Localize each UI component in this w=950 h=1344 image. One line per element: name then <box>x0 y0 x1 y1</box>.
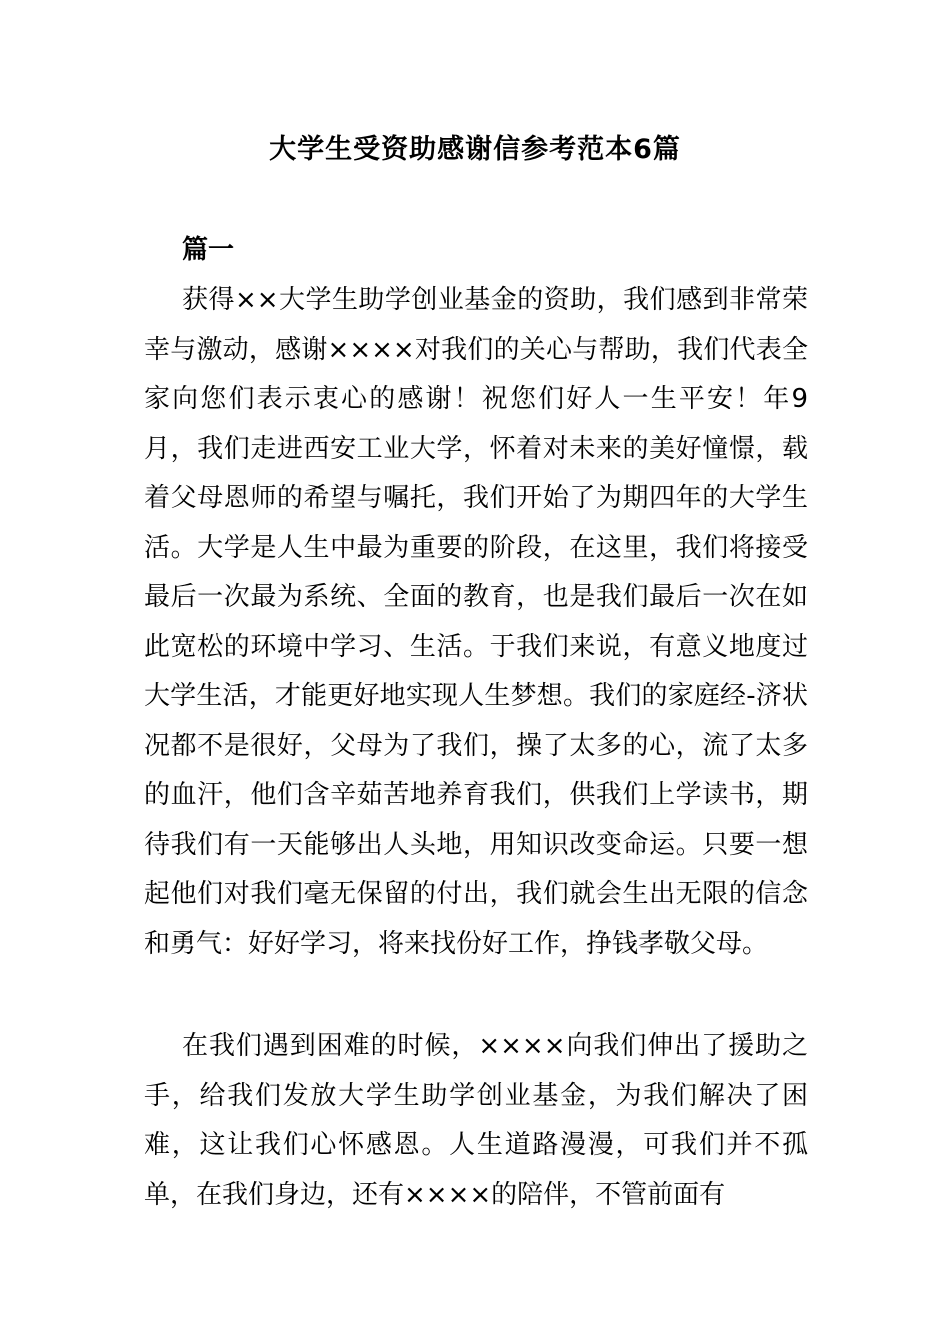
section-heading: 篇一 <box>182 235 235 265</box>
body-paragraph: 获得××大学生助学创业基金的资助，我们感到非常荣幸与激动，感谢××××对我们的关心与帮助，我们代表全家向您们表示衷心的感谢！祝您们好人一生平安！年9月，我们走进西安工业大学，怀着对未来的美好憧憬，载着父母恩师的希望与嘱托，我们开始了为期四年的大学生活。大学是人生中最为重要的阶段，在这里，我们将接受最后一次最为系统、全面的教育，也是我们最后一次在如此宽松的环境中学习、生活。于我们来说，有意义地度过大学生活，才能更好地实现人生梦想。我们的家庭经-济状况都不是很好，父母为了我们，操了太多的心，流了太多的血汗，他们含辛茹苦地养育我们，供我们上学读书，期待我们有一天能够出人头地，用知识改变命运。只要一想起他们对我们毫无保留的付出，我们就会生出无限的信念和勇气：好好学习，将来找份好工作，挣钱孝敬父母。 <box>144 285 808 959</box>
document-title: 大学生受资助感谢信参考范本6篇 <box>269 134 681 165</box>
body-paragraph: 在我们遇到困难的时候，××××向我们伸出了援助之手，给我们发放大学生助学创业基金，为我们解决了困难，这让我们心怀感恩。人生道路漫漫，可我们并不孤单，在我们身边，还有××××的陪伴，不管前面有 <box>144 1031 808 1210</box>
